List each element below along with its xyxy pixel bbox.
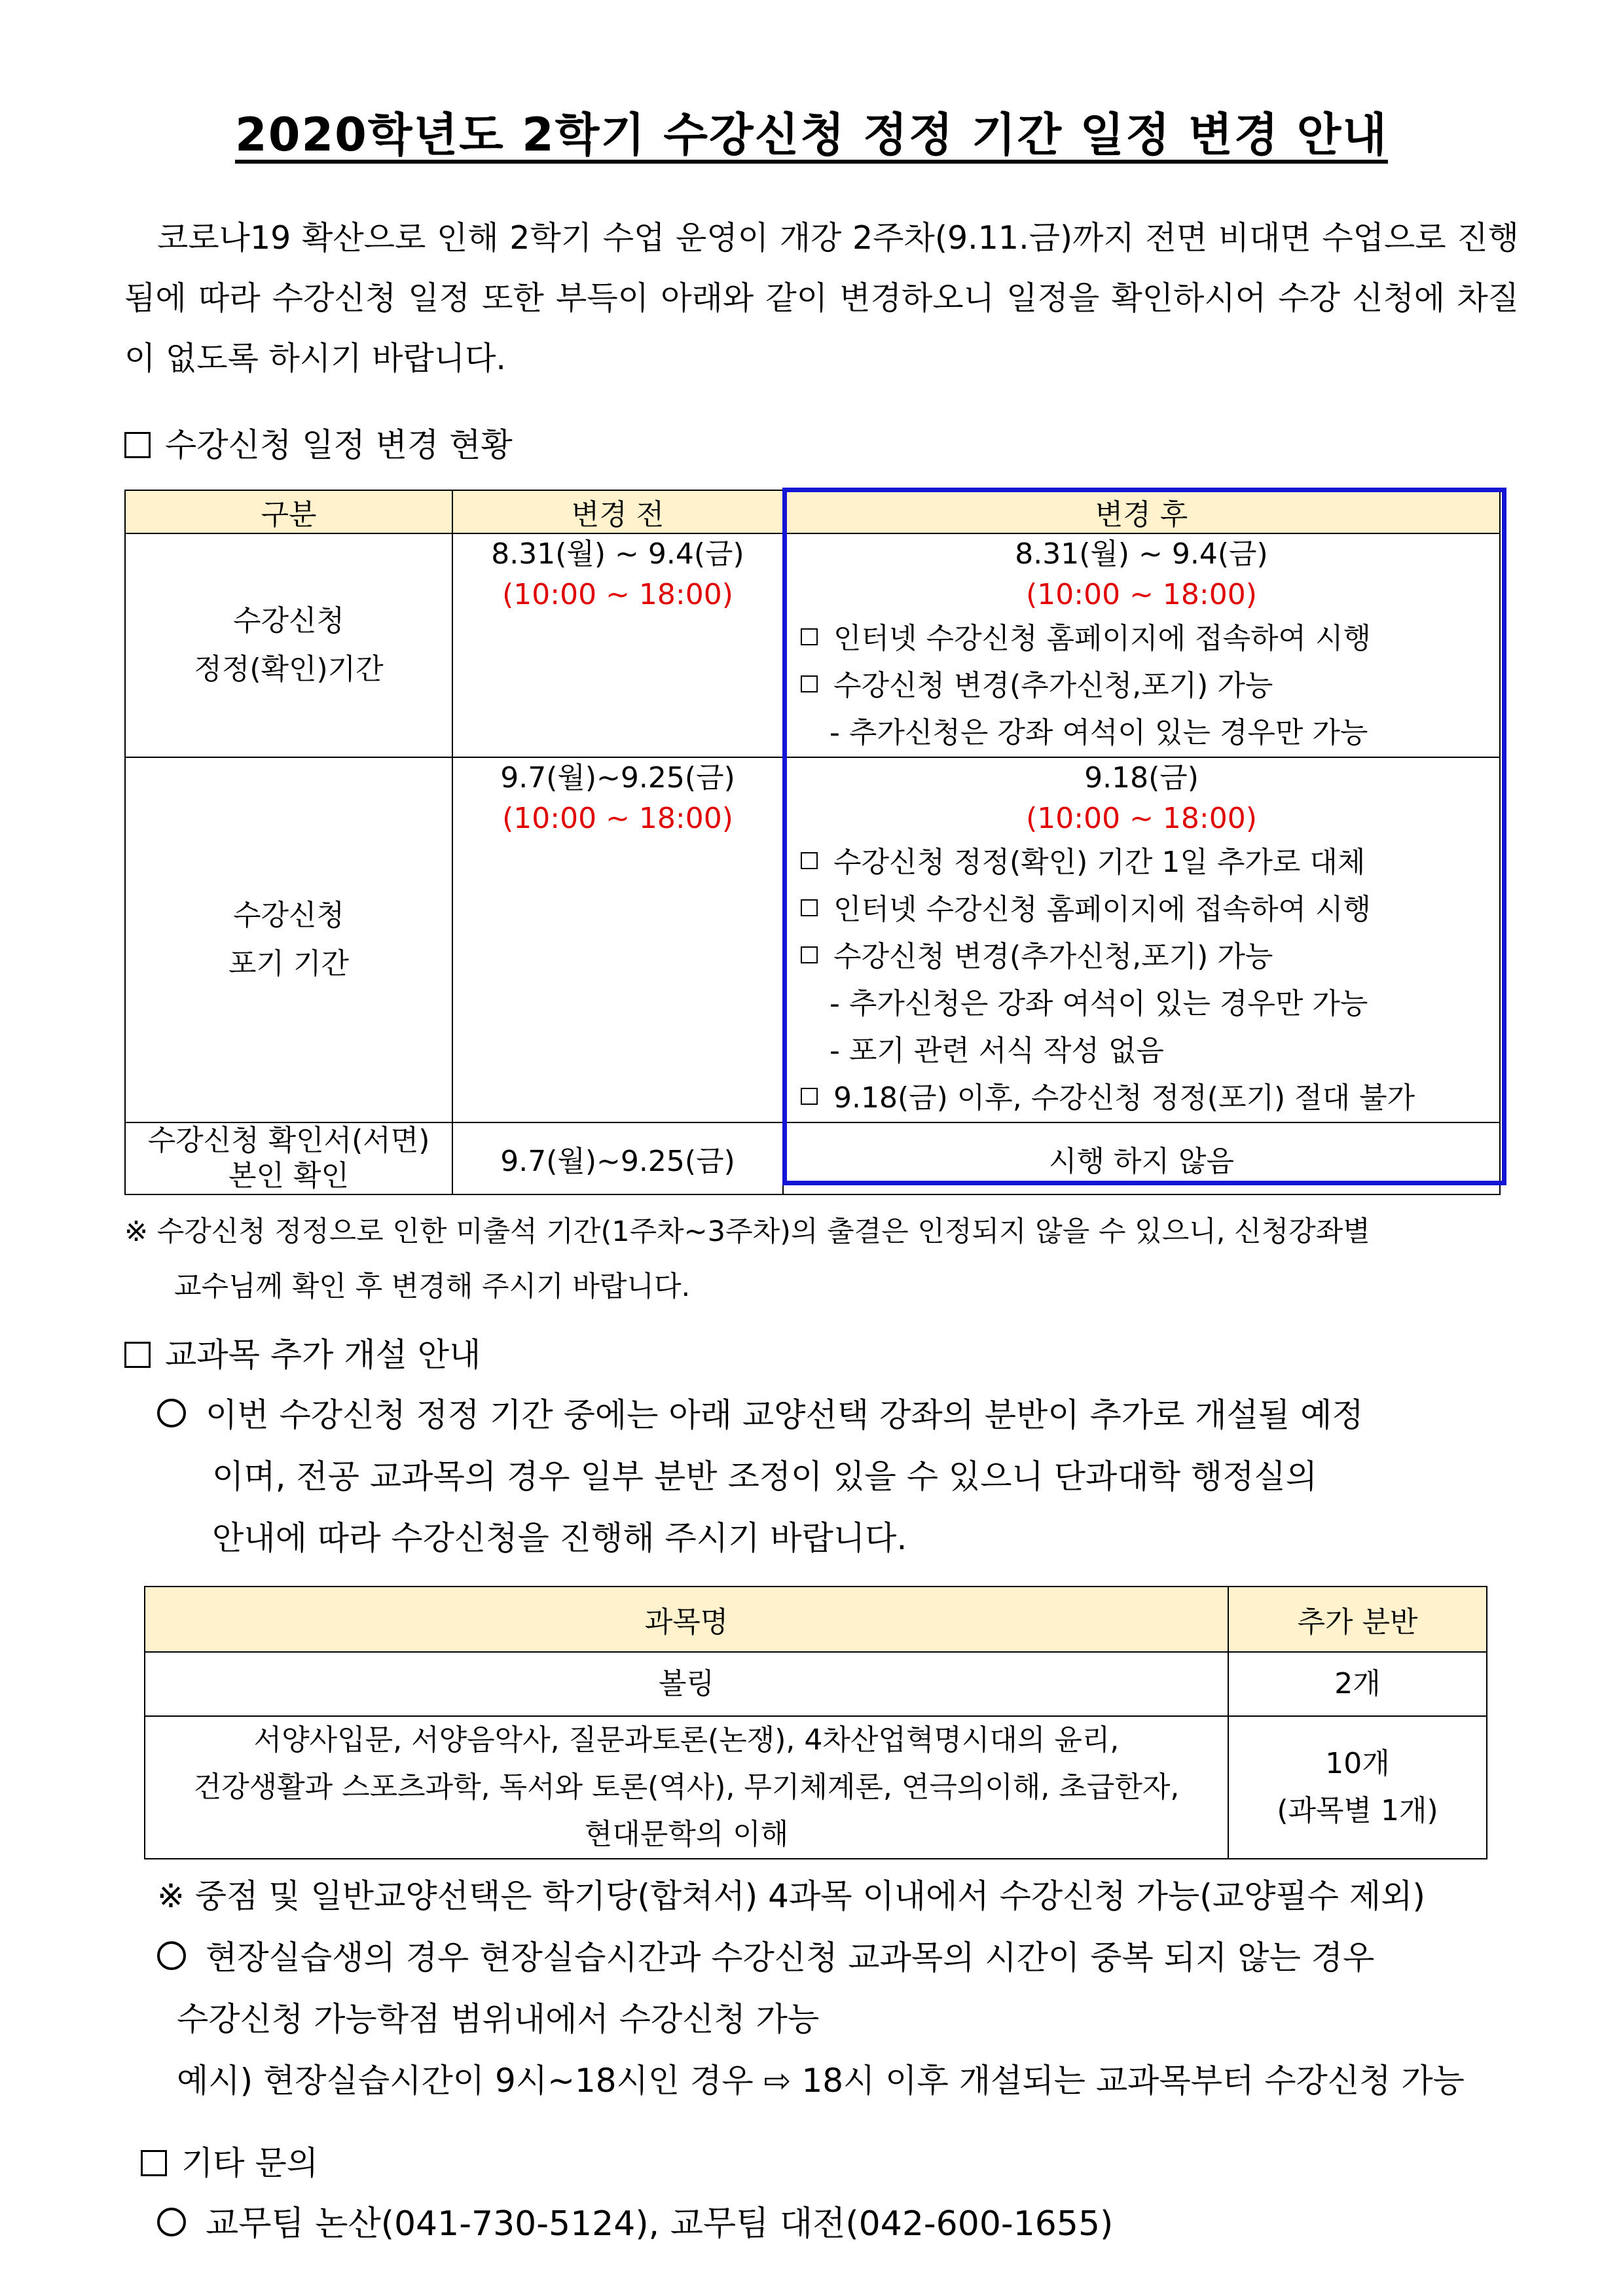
checkbox-square-icon <box>124 1342 151 1368</box>
schedule-row-correction <box>125 533 1500 757</box>
checkbox-square-icon <box>124 432 151 458</box>
header-after: 변경 후 <box>783 490 1500 533</box>
course-count: 2개 <box>1228 1652 1487 1716</box>
row1-after-item: 인터넷 수강신청 홈페이지에 접속하여 시행 <box>801 615 1499 662</box>
section-schedule-label: 수강신청 일정 변경 현황 <box>165 426 513 464</box>
course-names-list <box>145 1716 1228 1859</box>
schedule-row-withdrawal <box>125 757 1500 1122</box>
course-count <box>1228 1716 1487 1859</box>
row2-after-subitem: - 포기 관련 서식 작성 없음 <box>830 1034 1164 1067</box>
row2-label-line2: 포기 기간 <box>228 947 349 980</box>
row1-label-line2: 정정(확인)기간 <box>194 653 384 686</box>
section-courses-label: 교과목 추가 개설 안내 <box>165 1336 481 1374</box>
row1-after <box>783 533 1500 757</box>
checkbox-icon <box>801 675 818 692</box>
row1-label <box>125 533 452 757</box>
row2-before <box>452 757 783 1122</box>
row1-before-time: (10:00 ~ 18:00) <box>502 578 733 611</box>
course-names-line1: 서양사입문, 서양음악사, 질문과토론(논쟁), 4차산업혁명시대의 윤리, <box>253 1723 1120 1757</box>
attendance-note <box>124 1204 1519 1314</box>
row2-before-date: 9.7(월)~9.25(금) <box>500 761 735 795</box>
row2-after-item: 수강신청 변경(추가신청,포기) 가능 <box>801 933 1499 980</box>
course-table <box>144 1586 1487 1859</box>
contact-line <box>157 2196 1113 2245</box>
row2-label <box>125 757 452 1122</box>
row3-before: 9.7(월)~9.25(금) <box>452 1122 783 1194</box>
right-arrow-icon: ⇨ <box>763 2062 792 2100</box>
course-bullet-line1: 이번 수강신청 정정 기간 중에는 아래 교양선택 강좌의 분반이 추가로 개설될 예정 <box>157 1384 1519 1446</box>
document-title-wrap <box>0 98 1623 164</box>
row1-after-list <box>784 615 1499 757</box>
row2-after-item: 인터넷 수강신청 홈페이지에 접속하여 시행 <box>801 886 1499 933</box>
section-inquiry-label: 기타 문의 <box>181 2144 319 2182</box>
row1-after-item: 수강신청 변경(추가신청,포기) 가능 <box>801 662 1499 709</box>
liberal-arts-limit-note: ※ 중점 및 일반교양선택은 학기당(합쳐서) 4과목 이내에서 수강신청 가능(교양필수 제외) <box>157 1877 1425 1915</box>
circle-bullet-icon <box>157 1399 186 1427</box>
schedule-row-confirmation <box>125 1122 1500 1194</box>
row2-after-list <box>784 839 1499 1122</box>
course-bullet <box>157 1384 1519 1569</box>
example-suffix: 18시 이후 개설되는 교과목부터 수강신청 가능 <box>801 2062 1465 2100</box>
checkbox-icon <box>801 899 818 916</box>
checkbox-icon <box>801 946 818 963</box>
row2-label-line1: 수강신청 <box>232 899 344 932</box>
row2-before-time: (10:00 ~ 18:00) <box>502 802 733 835</box>
header-added-sections: 추가 분반 <box>1228 1587 1487 1652</box>
row3-label-line1: 수강신청 확인서(서면) <box>147 1124 430 1157</box>
circle-bullet-icon <box>157 1941 186 1970</box>
registration-notes <box>157 1865 1532 2111</box>
row1-label-line1: 수강신청 <box>232 604 344 637</box>
row2-after-date: 9.18(금) <box>1084 761 1199 795</box>
course-row-bowling <box>145 1652 1487 1716</box>
row2-after <box>783 757 1500 1122</box>
row1-before-date: 8.31(월) ~ 9.4(금) <box>491 537 744 571</box>
attendance-note-line2: 교수님께 확인 후 변경해 주시기 바랍니다. <box>174 1270 691 1303</box>
course-count-line2: (과목별 1개) <box>1277 1794 1438 1827</box>
internship-note-line2: 수강신청 가능학점 범위내에서 수강신청 가능 <box>177 2000 820 2038</box>
row2-after-item: 수강신청 정정(확인) 기간 1일 추가로 대체 <box>801 839 1499 886</box>
intro-paragraph: 코로나19 확산으로 인해 2학기 수업 운영이 개강 2주차(9.11.금)까지 전면 비대면 수업으로 진행됨에 따라 수강신청 일정 또한 부득이 아래와 같이 변경하오니 일정을 확인하시어 수강 신청에 차질이 없도록 하시기 바랍니다. <box>124 219 1519 377</box>
course-row-liberal-arts <box>145 1716 1487 1859</box>
row3-label <box>125 1122 452 1194</box>
contact-text: 교무팀 논산(041-730-5124), 교무팀 대전(042-600-1655) <box>206 2204 1114 2244</box>
circle-bullet-icon <box>157 2208 186 2236</box>
row1-before <box>452 533 783 757</box>
checkbox-icon <box>801 1088 818 1105</box>
course-names-line2: 건강생활과 스포츠과학, 독서와 토론(역사), 무기체계론, 연극의이해, 초급한자, <box>193 1770 1180 1804</box>
checkbox-icon <box>801 852 818 869</box>
row3-after: 시행 하지 않음 <box>783 1122 1500 1194</box>
row2-after-subitem: - 추가신청은 강좌 여석이 있는 경우만 가능 <box>830 987 1368 1020</box>
example-prefix: 예시) 현장실습시간이 9시~18시인 경우 <box>177 2062 754 2100</box>
section-courses-heading <box>124 1329 481 1376</box>
document-title: 2020학년도 2학기 수강신청 정정 기간 일정 변경 안내 <box>235 108 1388 162</box>
checkbox-square-icon <box>141 2150 167 2176</box>
row1-after-subitem: - 추가신청은 강좌 여석이 있는 경우만 가능 <box>830 716 1368 749</box>
row3-label-line2: 본인 확인 <box>228 1159 349 1193</box>
course-header-row <box>145 1587 1487 1652</box>
row2-after-time: (10:00 ~ 18:00) <box>1026 802 1257 835</box>
row1-after-time: (10:00 ~ 18:00) <box>1026 578 1257 611</box>
course-bullet-line3: 안내에 따라 수강신청을 진행해 주시기 바랍니다. <box>212 1519 907 1557</box>
schedule-header-row <box>125 490 1500 533</box>
section-schedule-heading <box>124 419 513 466</box>
header-course-name: 과목명 <box>145 1587 1228 1652</box>
row2-after-item: 9.18(금) 이후, 수강신청 정정(포기) 절대 불가 <box>801 1075 1499 1122</box>
internship-example <box>157 2050 1532 2111</box>
attendance-note-line1: ※ 수강신청 정정으로 인한 미출석 기간(1주차~3주차)의 출결은 인정되지 않을 수 있으니, 신청강좌별 <box>124 1215 1370 1248</box>
course-bullet-line2: 이며, 전공 교과목의 경우 일부 분반 조정이 있을 수 있으니 단과대학 행정실의 <box>212 1458 1318 1496</box>
course-name: 볼링 <box>145 1652 1228 1716</box>
checkbox-icon <box>801 628 818 645</box>
section-inquiry-heading <box>141 2137 318 2184</box>
row1-after-date: 8.31(월) ~ 9.4(금) <box>1015 537 1268 571</box>
header-category: 구분 <box>125 490 452 533</box>
header-before: 변경 전 <box>452 490 783 533</box>
course-count-line1: 10개 <box>1325 1747 1390 1780</box>
internship-note-line1: 현장실습생의 경우 현장실습시간과 수강신청 교과목의 시간이 중복 되지 않는 경우 <box>157 1927 1532 1988</box>
course-names-line3: 현대문학의 이해 <box>584 1818 789 1851</box>
schedule-table <box>124 490 1501 1195</box>
